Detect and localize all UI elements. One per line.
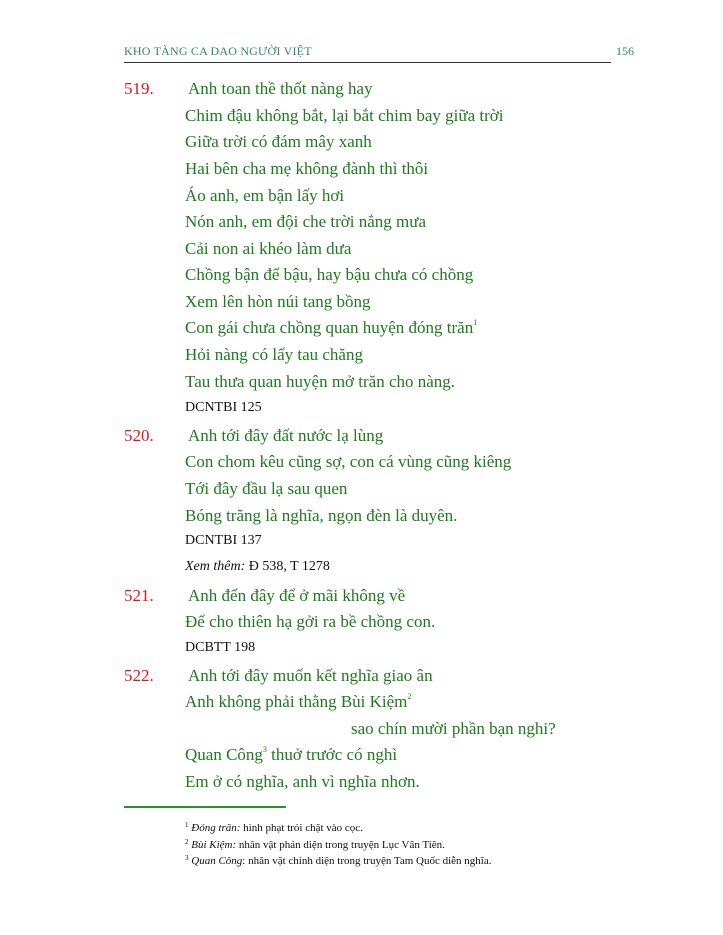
verse-line: Anh tới đây muốn kết nghĩa giao ân (188, 666, 433, 685)
verse-line: Anh tới đây đất nước lạ lùng (188, 426, 384, 445)
verse-line: Hai bên cha mẹ không đành thì thôi (185, 159, 429, 178)
verse-line-continuation: sao chín mười phần bạn nghi? (351, 719, 556, 738)
footnote-marker[interactable]: 3 (262, 745, 267, 754)
verse-line: Chim đậu không bắt, lại bắt chim bay giữa trời (185, 106, 504, 125)
footnote: $^1$ Đóng trăn: hình phạt trói chặt vào cọc. (185, 821, 363, 834)
header-rule (124, 62, 611, 63)
verse-line: Bóng trăng là nghĩa, ngọn đèn là duyên. (185, 506, 458, 525)
page-number: 156 (616, 44, 634, 58)
verse-line: Áo anh, em bận lấy hơi (185, 186, 345, 205)
verse-line: Anh không phải thằng Bùi Kiệm$^2$ (185, 692, 412, 711)
verse-line: Em ở có nghĩa, anh vì nghĩa nhơn. (185, 772, 420, 791)
book-title: KHO TÀNG CA DAO NGƯỜI VIỆT (124, 44, 312, 58)
footnote: $^3$ Quan Công: nhân vật chính diện trong truyện Tam Quốc diễn nghĩa. (185, 854, 492, 867)
entry-number: 522. (124, 666, 154, 685)
verse-line: Con gái chưa chồng quan huyện đóng trăn$^1$ (185, 318, 478, 337)
verse-line: Tau thưa quan huyện mở trăn cho nàng. (185, 372, 456, 391)
see-also-refs[interactable]: Đ 538, T 1278 (245, 559, 330, 574)
source-citation: DCNTBI 125 (185, 400, 262, 415)
verse-line: Chồng bận để bậu, hay bậu chưa có chồng (185, 265, 474, 284)
source-citation: DCNTBI 137 (185, 533, 262, 548)
see-also-label: Xem thêm: (185, 559, 246, 574)
entry-number: 520. (124, 426, 154, 445)
footnote-marker[interactable]: 1 (473, 318, 478, 327)
verse-line: Xem lên hòn núi tang bồng (185, 292, 371, 311)
entry-number: 519. (124, 79, 154, 98)
footnote-rule (124, 806, 286, 808)
source-citation: DCBTT 198 (185, 640, 256, 655)
verse-line: Anh đến đây để ở mãi không về (188, 586, 406, 605)
see-also (185, 559, 330, 575)
footnote: $^2$ Bùi Kiệm: nhân vật phản diện trong truyện Lục Vân Tiên. (185, 838, 445, 851)
verse-line: Hỏi nàng có lấy tau chăng (185, 345, 363, 364)
verse-line: Giữa trời có đám mây xanh (185, 132, 372, 151)
verse-line: Tới đây đầu lạ sau quen (185, 479, 348, 498)
verse-line: Con chom kêu cũng sợ, con cá vùng cũng kiêng (185, 452, 512, 471)
verse-line: Quan Công$^3$ thuở trước có nghì (185, 745, 398, 764)
verse-line: Anh toan thề thốt nàng hay (188, 79, 373, 98)
entry-number: 521. (124, 586, 154, 605)
verse-line: Để cho thiên hạ gởi ra bề chồng con. (185, 612, 436, 631)
footnote-marker[interactable]: 2 (407, 692, 412, 701)
verse-line: Nón anh, em đội che trời nắng mưa (185, 212, 427, 231)
verse-line: Cải non ai khéo làm dưa (185, 239, 352, 258)
